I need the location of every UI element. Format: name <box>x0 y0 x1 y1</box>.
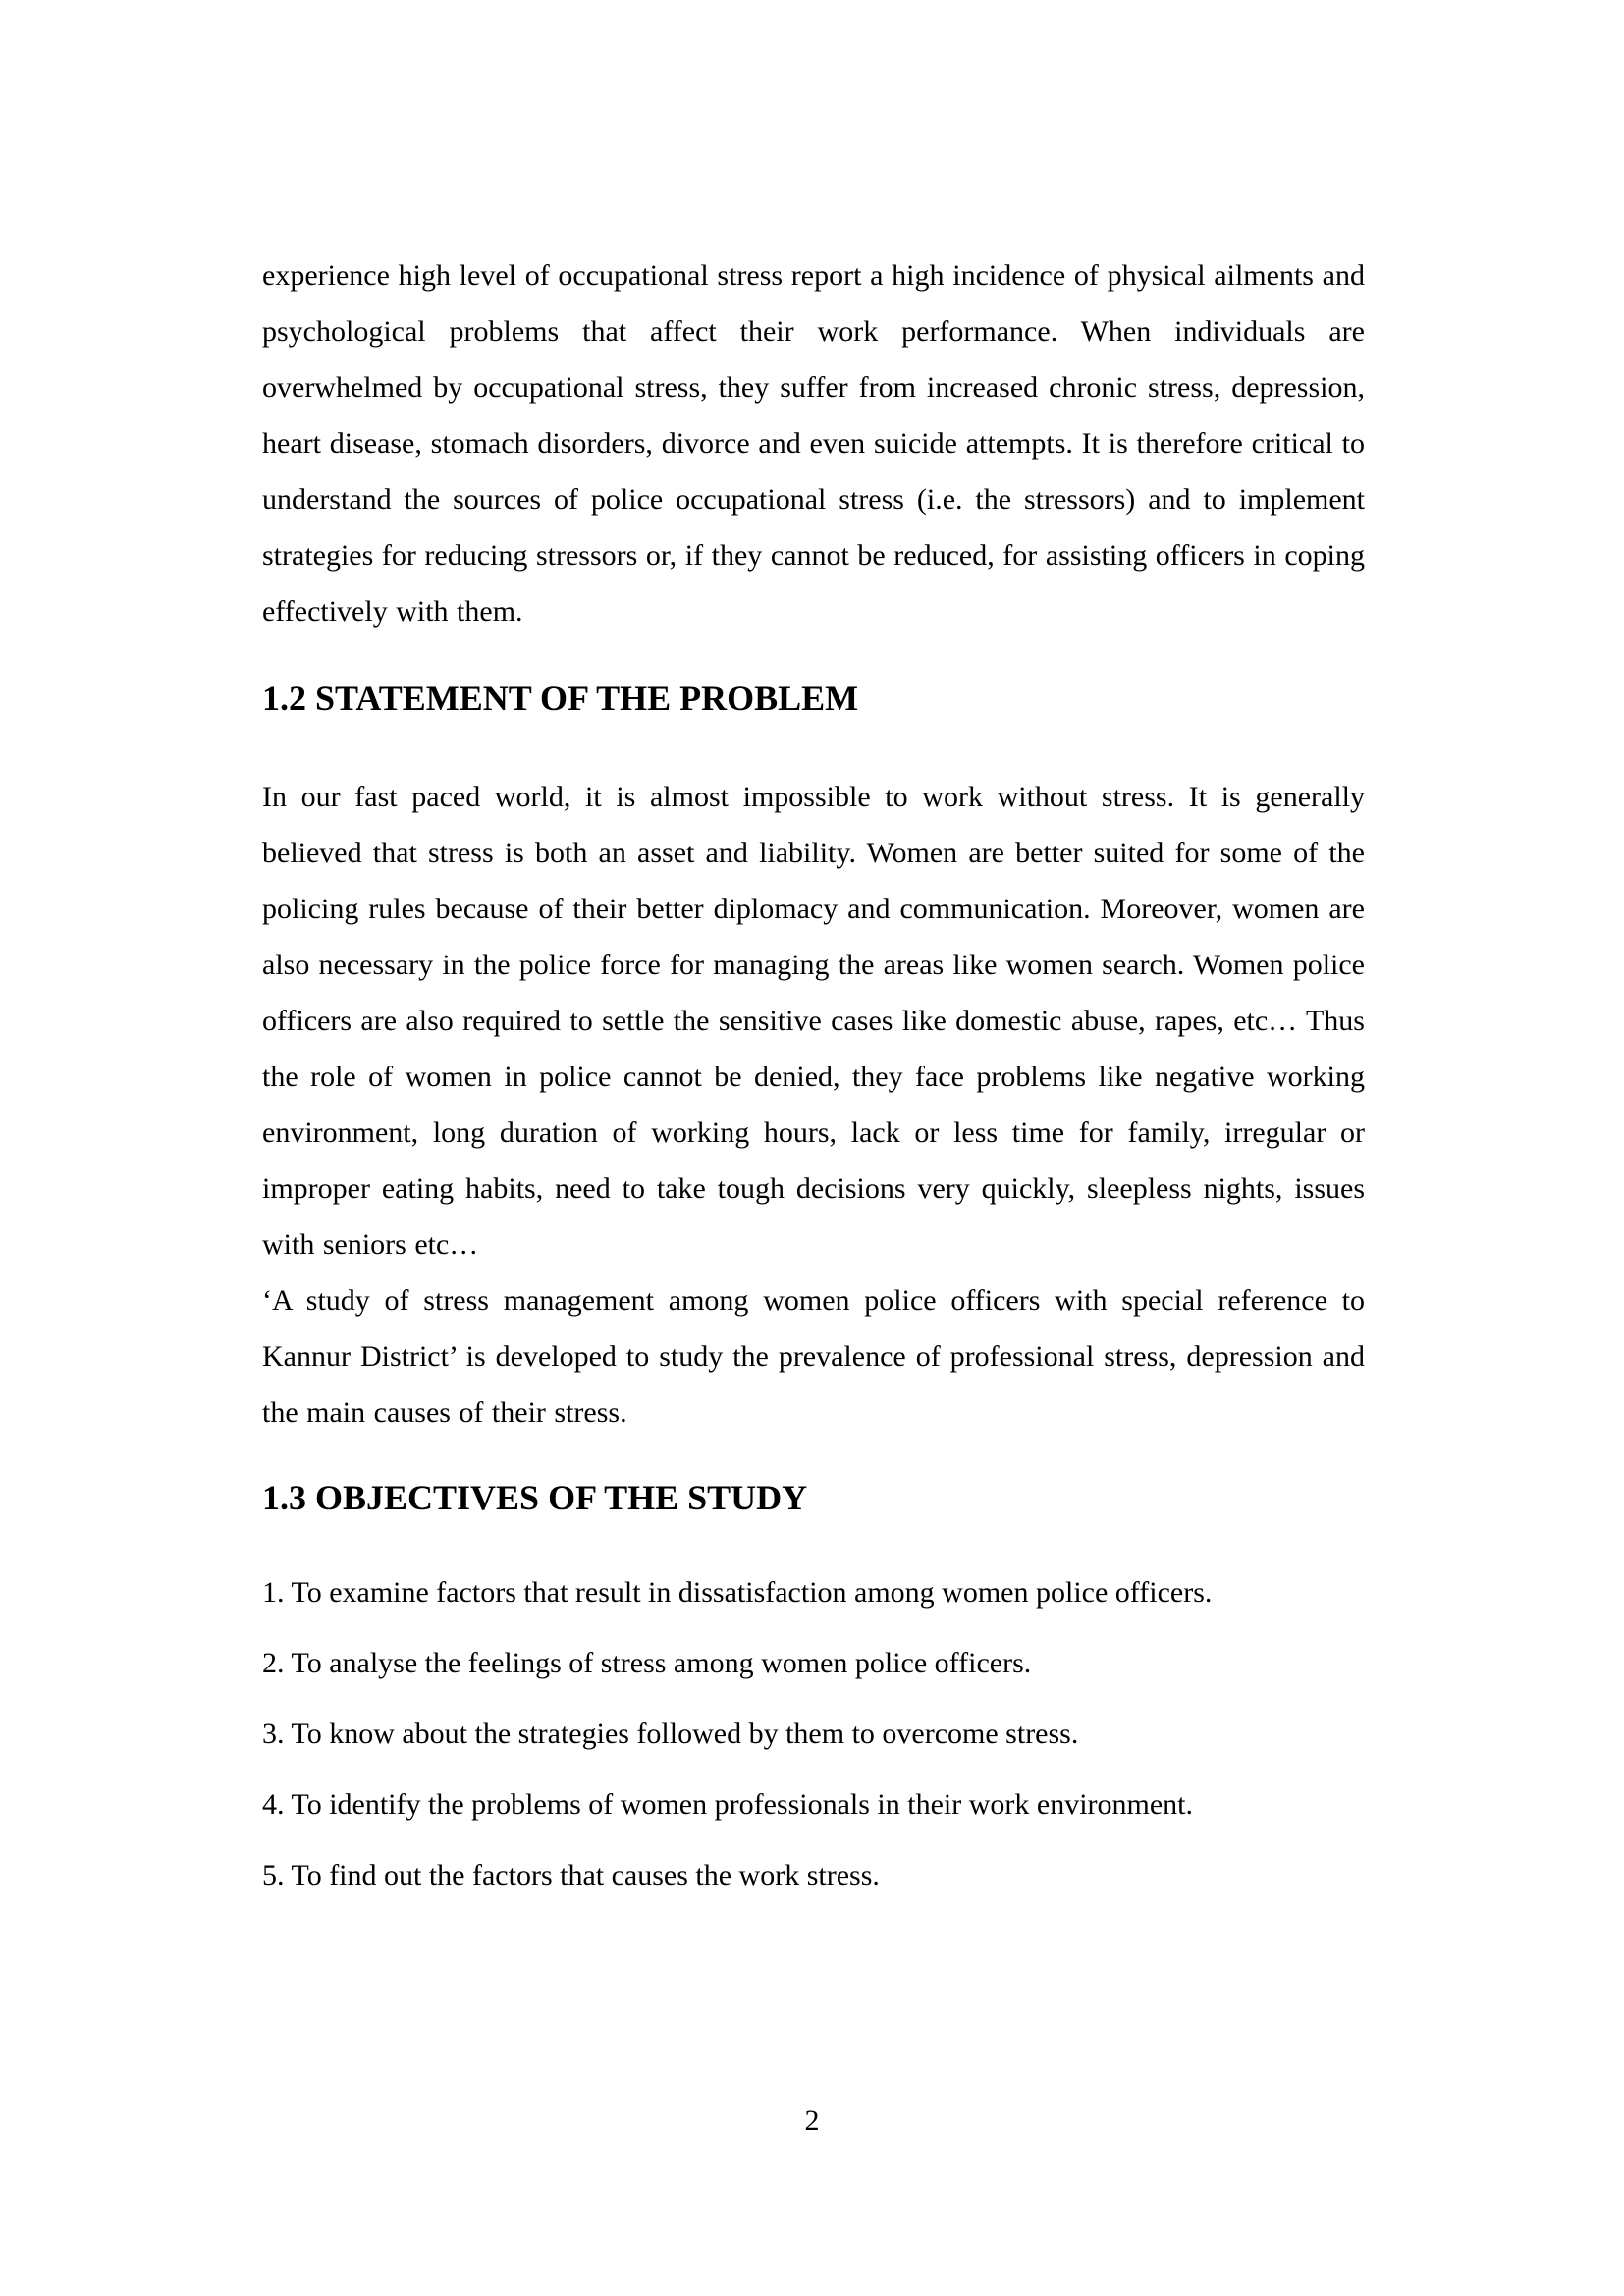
objectives-list <box>262 1573 1365 1895</box>
study-scope-paragraph: ‘A study of stress management among women police officers with special reference to Kannur District’ is developed to study the prevalence of professional stress, depression and the main causes of their stress. <box>262 1285 1365 1429</box>
objective-item-3: 3. To know about the strategies followed by them to overcome stress. <box>262 1718 1079 1750</box>
problem-statement-paragraph: In our fast paced world, it is almost impossible to work without stress. It is generally believed that stress is both an asset and liability. Women are better suited for some of the policing rules because of their better diplomacy and communication. Moreover, women are also necessary in the police force for managing the areas like women search. Women police officers are also required to settle the sensitive cases like domestic abuse, rapes, etc… Thus the role of women in police cannot be denied, they face problems like negative working environment, long duration of working hours, lack or less time for family, irregular or improper eating habits, need to take tough decisions very quickly, sleepless nights, issues with seniors etc… <box>262 781 1365 1261</box>
intro-paragraph: experience high level of occupational stress report a high incidence of physical ailments and psychological problems that affect their work performance. When individuals are overwhelmed by occupational stress, they suffer from increased chronic stress, depression, heart disease, stomach disorders, divorce and even suicide attempts. It is therefore critical to understand the sources of police occupational stress (i.e. the stressors) and to implement strategies for reducing stressors or, if they cannot be reduced, for assisting officers in coping effectively with them. <box>262 259 1365 628</box>
objective-item-2: 2. To analyse the feelings of stress among women police officers. <box>262 1647 1032 1679</box>
section-heading-statement-of-the-problem: 1.2 STATEMENT OF THE PROBLEM <box>262 679 859 718</box>
objective-item-4: 4. To identify the problems of women professionals in their work environment. <box>262 1788 1194 1821</box>
page-number: 2 <box>804 2105 820 2137</box>
objective-item-1: 1. To examine factors that result in dissatisfaction among women police officers. <box>262 1576 1213 1609</box>
objective-item-5: 5. To find out the factors that causes the work stress. <box>262 1859 880 1891</box>
page-content <box>262 247 1365 1927</box>
section-heading-objectives-of-the-study: 1.3 OBJECTIVES OF THE STUDY <box>262 1478 808 1517</box>
